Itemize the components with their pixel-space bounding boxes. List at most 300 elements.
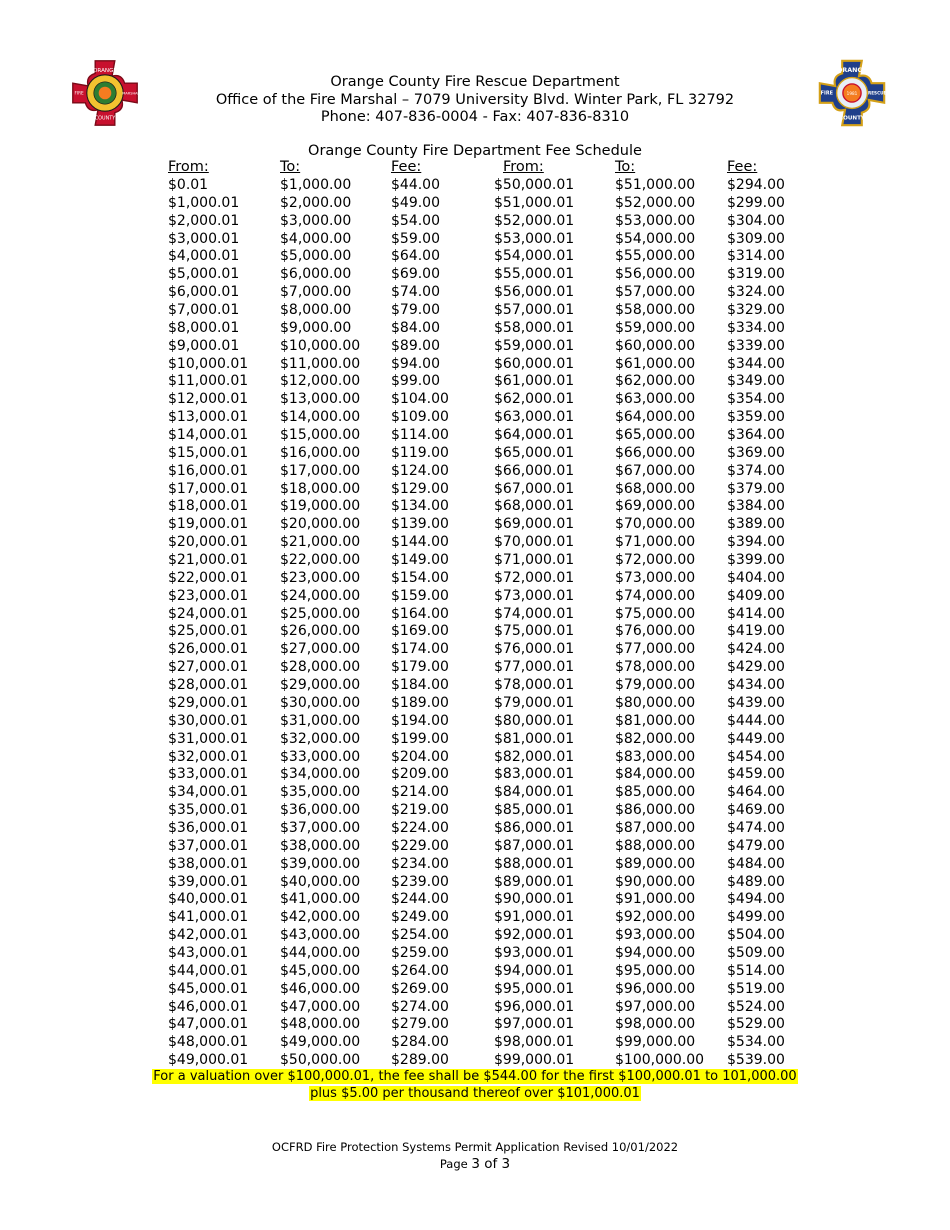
fee-cell: $104.00 [391,391,449,408]
fee-cell: $279.00 [391,1016,449,1033]
fee-cell: $28,000.01 [168,677,249,694]
fee-cell: $34,000.00 [280,766,361,783]
fee-cell: $414.00 [727,605,785,622]
fee-cell: $80,000.00 [615,694,696,711]
fee-cell: $51,000.00 [615,177,696,193]
fee-cell: $50,000.00 [280,1052,361,1069]
fee-cell: $464.00 [727,784,785,801]
fee-cell: $46,000.00 [280,980,361,997]
fee-cell: $53,000.00 [615,212,696,229]
fee-cell: $89,000.01 [494,873,575,890]
fee-cell: $499.00 [727,909,785,926]
fee-cell: $19,000.01 [168,516,249,533]
fee-cell: $39,000.01 [168,873,249,890]
fee-cell: $24,000.00 [280,587,361,604]
fee-cell: $59,000.01 [494,337,575,354]
fee-cell: $48,000.00 [280,1016,361,1033]
fee-cell: $514.00 [727,962,785,979]
header-right-fee: Fee: [727,159,758,175]
fee-cell: $58,000.01 [494,319,575,336]
fee-cell: $224.00 [391,819,449,836]
fee-cell: $124.00 [391,462,449,479]
fee-cell: $399.00 [727,552,785,569]
fee-cell: $504.00 [727,927,785,944]
fee-cell: $63,000.00 [615,391,696,408]
fee-cell: $114.00 [391,427,449,444]
fee-cell: $454.00 [727,748,785,765]
fee-cell: $79,000.00 [615,677,696,694]
fee-cell: $384.00 [727,498,785,515]
fee-cell: $15,000.01 [168,444,249,461]
valuation-note-line2: plus $5.00 per thousand thereof over $101,000.01 [310,1086,640,1101]
fee-cell: $3,000.01 [168,230,240,247]
header-right-from: From: [503,159,544,175]
fee-cell: $69,000.01 [494,516,575,533]
fee-cell: $37,000.00 [280,819,361,836]
department-name: Orange County Fire Rescue Department [330,74,620,90]
fee-cell: $11,000.00 [280,355,361,372]
fee-cell: $169.00 [391,623,449,640]
fee-cell: $85,000.01 [494,802,575,819]
fee-cell: $87,000.01 [494,837,575,854]
fee-cell: $56,000.00 [615,266,696,283]
fee-cell: $53,000.01 [494,230,575,247]
fee-cell: $324.00 [727,284,785,301]
header-right-to: To: [615,159,636,175]
fee-cell: $49.00 [391,194,440,211]
fee-cell: $76,000.01 [494,641,575,658]
fee-cell: $83,000.00 [615,748,696,765]
fee-cell: $78,000.00 [615,659,696,676]
fee-cell: $97,000.00 [615,998,696,1015]
fee-cell: $434.00 [727,677,785,694]
fee-cell: $76,000.00 [615,623,696,640]
fee-cell: $44,000.00 [280,944,361,961]
fee-cell: $50,000.01 [494,177,575,193]
fee-cell: $84,000.00 [615,766,696,783]
fee-cell: $86,000.01 [494,819,575,836]
fee-cell: $68,000.00 [615,480,696,497]
fee-cell: $90,000.01 [494,891,575,908]
fee-cell: $8,000.01 [168,319,240,336]
fee-cell: $294.00 [727,177,785,193]
fee-cell: $54.00 [391,212,440,229]
fee-cell: $20,000.00 [280,516,361,533]
fee-cell: $40,000.00 [280,873,361,890]
fee-cell: $519.00 [727,980,785,997]
fee-cell: $71,000.01 [494,552,575,569]
fee-cell: $204.00 [391,748,449,765]
fee-cell: $88,000.01 [494,855,575,872]
fee-cell: $67,000.00 [615,462,696,479]
fee-cell: $22,000.00 [280,552,361,569]
fee-cell: $334.00 [727,319,785,336]
fee-cell: $52,000.01 [494,212,575,229]
fee-cell: $30,000.00 [280,694,361,711]
page-number [0,1156,950,1172]
fee-cell: $81,000.01 [494,730,575,747]
fee-cell: $8,000.00 [280,302,352,319]
fee-cell: $87,000.00 [615,819,696,836]
fee-cell: $529.00 [727,1016,785,1033]
fee-cell: $239.00 [391,873,449,890]
fee-cell: $254.00 [391,927,449,944]
fee-cell: $74,000.00 [615,587,696,604]
fee-cell: $22,000.01 [168,569,249,586]
fee-cell: $61,000.01 [494,373,575,390]
fee-cell: $424.00 [727,641,785,658]
fee-cell: $40,000.01 [168,891,249,908]
fee-cell: $79,000.01 [494,694,575,711]
fee-cell: $219.00 [391,802,449,819]
fee-cell: $459.00 [727,766,785,783]
fee-cell: $73,000.00 [615,569,696,586]
fee-cell: $54,000.00 [615,230,696,247]
fee-cell: $82,000.00 [615,730,696,747]
fee-cell: $469.00 [727,802,785,819]
fee-cell: $269.00 [391,980,449,997]
fee-cell: $41,000.01 [168,909,249,926]
fee-cell: $18,000.01 [168,498,249,515]
fee-cell: $44.00 [391,177,440,193]
page-count: 3 of 3 [471,1156,511,1172]
col-right-fee [727,158,785,1070]
svg-text:COUNTY: COUNTY [94,115,116,122]
fee-schedule-title: Orange County Fire Department Fee Schedule [308,143,642,159]
fee-cell: $62,000.00 [615,373,696,390]
fee-cell: $47,000.01 [168,1016,249,1033]
fee-cell: $54,000.01 [494,248,575,265]
fee-cell: $57,000.00 [615,284,696,301]
fee-cell: $84.00 [391,319,440,336]
fee-cell: $2,000.01 [168,212,240,229]
fee-cell: $179.00 [391,659,449,676]
fee-cell: $6,000.01 [168,284,240,301]
fee-cell: $89.00 [391,337,440,354]
fee-cell: $56,000.01 [494,284,575,301]
fee-cell: $17,000.00 [280,462,361,479]
fee-cell: $94,000.01 [494,962,575,979]
fee-cell: $6,000.00 [280,266,352,283]
fee-cell: $38,000.00 [280,837,361,854]
fee-cell: $5,000.01 [168,266,240,283]
fee-cell: $97,000.01 [494,1016,575,1033]
fee-cell: $149.00 [391,552,449,569]
fee-cell: $42,000.00 [280,909,361,926]
fee-cell: $67,000.01 [494,480,575,497]
fee-cell: $66,000.01 [494,462,575,479]
fee-cell: $63,000.01 [494,409,575,426]
header-left-to: To: [280,159,301,175]
fee-cell: $349.00 [727,373,785,390]
fee-cell: $65,000.01 [494,444,575,461]
fee-cell: $25,000.00 [280,605,361,622]
fee-cell: $12,000.01 [168,391,249,408]
svg-text:1981: 1981 [846,91,858,97]
fee-cell: $55,000.01 [494,266,575,283]
fee-cell: $58,000.00 [615,302,696,319]
fee-cell: $13,000.01 [168,409,249,426]
fee-cell: $329.00 [727,302,785,319]
fee-cell: $45,000.01 [168,980,249,997]
fee-cell: $43,000.01 [168,944,249,961]
fee-cell: $319.00 [727,266,785,283]
fee-cell: $32,000.01 [168,748,249,765]
fee-cell: $79.00 [391,302,440,319]
fee-cell: $189.00 [391,694,449,711]
fee-cell: $41,000.00 [280,891,361,908]
fee-cell: $18,000.00 [280,480,361,497]
fee-cell: $194.00 [391,712,449,729]
fee-cell: $139.00 [391,516,449,533]
col-right-from [494,158,574,1070]
fee-cell: $82,000.01 [494,748,575,765]
fee-cell: $4,000.01 [168,248,240,265]
fee-cell: $2,000.00 [280,194,352,211]
fee-cell: $64.00 [391,248,440,265]
header-left-from: From: [168,159,209,175]
fee-cell: $37,000.01 [168,837,249,854]
valuation-note-line1: For a valuation over $100,000.01, the fee shall be $544.00 for the first $100,000.01 to 101,000.00 [153,1069,797,1084]
fee-cell: $59.00 [391,230,440,247]
fee-cell: $69.00 [391,266,440,283]
fee-cell: $75,000.00 [615,605,696,622]
fee-cell: $364.00 [727,427,785,444]
fee-cell: $72,000.01 [494,569,575,586]
fee-cell: $249.00 [391,909,449,926]
fee-cell: $164.00 [391,605,449,622]
fee-cell: $44,000.01 [168,962,249,979]
fee-cell: $85,000.00 [615,784,696,801]
fee-cell: $12,000.00 [280,373,361,390]
fee-cell: $36,000.00 [280,802,361,819]
fee-cell: $77,000.00 [615,641,696,658]
fee-cell: $91,000.00 [615,891,696,908]
fee-cell: $47,000.00 [280,998,361,1015]
fee-cell: $14,000.01 [168,427,249,444]
fee-cell: $32,000.00 [280,730,361,747]
fee-cell: $259.00 [391,944,449,961]
fee-cell: $78,000.01 [494,677,575,694]
fee-cell: $98,000.00 [615,1016,696,1033]
fee-cell: $479.00 [727,837,785,854]
fee-cell: $284.00 [391,1034,449,1051]
fee-cell: $1,000.01 [168,194,240,211]
fee-cell: $93,000.00 [615,927,696,944]
fee-cell: $494.00 [727,891,785,908]
fee-cell: $99,000.00 [615,1034,696,1051]
fee-cell: $19,000.00 [280,498,361,515]
fee-cell: $13,000.00 [280,391,361,408]
fee-cell: $45,000.00 [280,962,361,979]
fee-cell: $159.00 [391,587,449,604]
fee-cell: $244.00 [391,891,449,908]
fee-cell: $96,000.00 [615,980,696,997]
fee-cell: $449.00 [727,730,785,747]
fee-cell: $11,000.01 [168,373,249,390]
fee-cell: $60,000.01 [494,355,575,372]
fee-cell: $57,000.01 [494,302,575,319]
fee-cell: $344.00 [727,355,785,372]
fee-cell: $69,000.00 [615,498,696,515]
fee-cell: $409.00 [727,587,785,604]
fee-cell: $389.00 [727,516,785,533]
fee-cell: $84,000.01 [494,784,575,801]
fee-cell: $14,000.00 [280,409,361,426]
fee-cell: $339.00 [727,337,785,354]
fee-cell: $62,000.01 [494,391,575,408]
fee-cell: $524.00 [727,998,785,1015]
logo-right-text: ORANGE [837,67,867,74]
svg-text:COUNTY: COUNTY [839,115,865,122]
fee-cell: $429.00 [727,659,785,676]
fee-cell: $94.00 [391,355,440,372]
svg-text:MARSHAL: MARSHAL [122,91,140,96]
fee-cell: $5,000.00 [280,248,352,265]
fee-cell: $95,000.00 [615,962,696,979]
fee-cell: $95,000.01 [494,980,575,997]
fee-cell: $10,000.00 [280,337,361,354]
fee-cell: $90,000.00 [615,873,696,890]
fee-cell: $94,000.00 [615,944,696,961]
fee-cell: $444.00 [727,712,785,729]
fee-cell: $10,000.01 [168,355,249,372]
fee-cell: $77,000.01 [494,659,575,676]
fee-cell: $34,000.01 [168,784,249,801]
fee-cell: $92,000.00 [615,909,696,926]
fee-cell: $274.00 [391,998,449,1015]
col-left-fee [391,158,449,1070]
fee-cell: $31,000.00 [280,712,361,729]
fee-cell: $39,000.00 [280,855,361,872]
page-label: Page [439,1157,468,1171]
fee-cell: $36,000.01 [168,819,249,836]
fee-cell: $26,000.01 [168,641,249,658]
fee-cell: $59,000.00 [615,319,696,336]
fee-cell: $214.00 [391,784,449,801]
fee-cell: $73,000.01 [494,587,575,604]
fee-cell: $65,000.00 [615,427,696,444]
fee-cell: $154.00 [391,569,449,586]
fee-cell: $74.00 [391,284,440,301]
fee-cell: $96,000.01 [494,998,575,1015]
fee-cell: $68,000.01 [494,498,575,515]
fee-cell: $75,000.01 [494,623,575,640]
fee-cell: $144.00 [391,534,449,551]
fee-cell: $66,000.00 [615,444,696,461]
fee-cell: $24,000.01 [168,605,249,622]
fee-cell: $33,000.01 [168,766,249,783]
header-left-fee: Fee: [391,159,422,175]
fee-cell: $74,000.01 [494,605,575,622]
fee-cell: $30,000.01 [168,712,249,729]
fee-cell: $72,000.00 [615,552,696,569]
col-left-from [168,158,248,1070]
fee-cell: $88,000.00 [615,837,696,854]
fee-cell: $16,000.00 [280,444,361,461]
fee-cell: $15,000.00 [280,427,361,444]
fee-cell: $484.00 [727,855,785,872]
fee-cell: $60,000.00 [615,337,696,354]
fee-cell: $109.00 [391,409,449,426]
fee-cell: $33,000.00 [280,748,361,765]
fee-cell: $509.00 [727,944,785,961]
logo-left-text: ORANGE [93,68,117,74]
fee-cell: $129.00 [391,480,449,497]
fee-cell: $174.00 [391,641,449,658]
fee-cell: $91,000.01 [494,909,575,926]
col-right-to [615,158,704,1070]
fee-cell: $49,000.00 [280,1034,361,1051]
fee-cell: $359.00 [727,409,785,426]
fee-cell: $64,000.00 [615,409,696,426]
fee-cell: $26,000.00 [280,623,361,640]
fee-cell: $93,000.01 [494,944,575,961]
fee-cell: $89,000.00 [615,855,696,872]
fee-cell: $379.00 [727,480,785,497]
letterhead [0,74,950,127]
fee-cell: $51,000.01 [494,194,575,211]
fee-cell: $0.01 [168,177,209,193]
fee-cell: $354.00 [727,391,785,408]
fee-cell: $70,000.01 [494,534,575,551]
fee-cell: $83,000.01 [494,766,575,783]
fee-cell: $489.00 [727,873,785,890]
fee-cell: $55,000.00 [615,248,696,265]
fee-cell: $23,000.01 [168,587,249,604]
fee-cell: $20,000.01 [168,534,249,551]
fee-cell: $1,000.00 [280,177,352,193]
fee-cell: $199.00 [391,730,449,747]
fee-cell: $4,000.00 [280,230,352,247]
fee-cell: $80,000.01 [494,712,575,729]
fee-cell: $99,000.01 [494,1052,575,1069]
fee-cell: $21,000.00 [280,534,361,551]
fee-cell: $35,000.00 [280,784,361,801]
fee-cell: $28,000.00 [280,659,361,676]
fee-cell: $64,000.01 [494,427,575,444]
fee-cell: $81,000.00 [615,712,696,729]
fee-cell: $229.00 [391,837,449,854]
fee-cell: $3,000.00 [280,212,352,229]
fee-cell: $86,000.00 [615,802,696,819]
fee-cell: $48,000.01 [168,1034,249,1051]
fee-cell: $314.00 [727,248,785,265]
fee-cell: $474.00 [727,819,785,836]
fee-cell: $29,000.00 [280,677,361,694]
fee-cell: $439.00 [727,694,785,711]
fee-cell: $61,000.00 [615,355,696,372]
fee-cell: $29,000.01 [168,694,249,711]
fee-cell: $374.00 [727,462,785,479]
fee-cell: $27,000.01 [168,659,249,676]
fee-cell: $42,000.01 [168,927,249,944]
svg-text:RESCUE: RESCUE [867,90,887,96]
col-left-to [280,158,360,1070]
fee-cell: $7,000.01 [168,302,240,319]
fee-cell: $49,000.01 [168,1052,249,1069]
fee-cell: $98,000.01 [494,1034,575,1051]
fee-cell: $309.00 [727,230,785,247]
office-address: Office of the Fire Marshal – 7079 University Blvd. Winter Park, FL 32792 [215,91,735,108]
fee-cell: $299.00 [727,194,785,211]
fee-cell: $209.00 [391,766,449,783]
fee-cell: $31,000.01 [168,730,249,747]
fee-cell: $71,000.00 [615,534,696,551]
fee-cell: $17,000.01 [168,480,249,497]
fee-cell: $534.00 [727,1034,785,1051]
fee-cell: $9,000.01 [168,337,240,354]
